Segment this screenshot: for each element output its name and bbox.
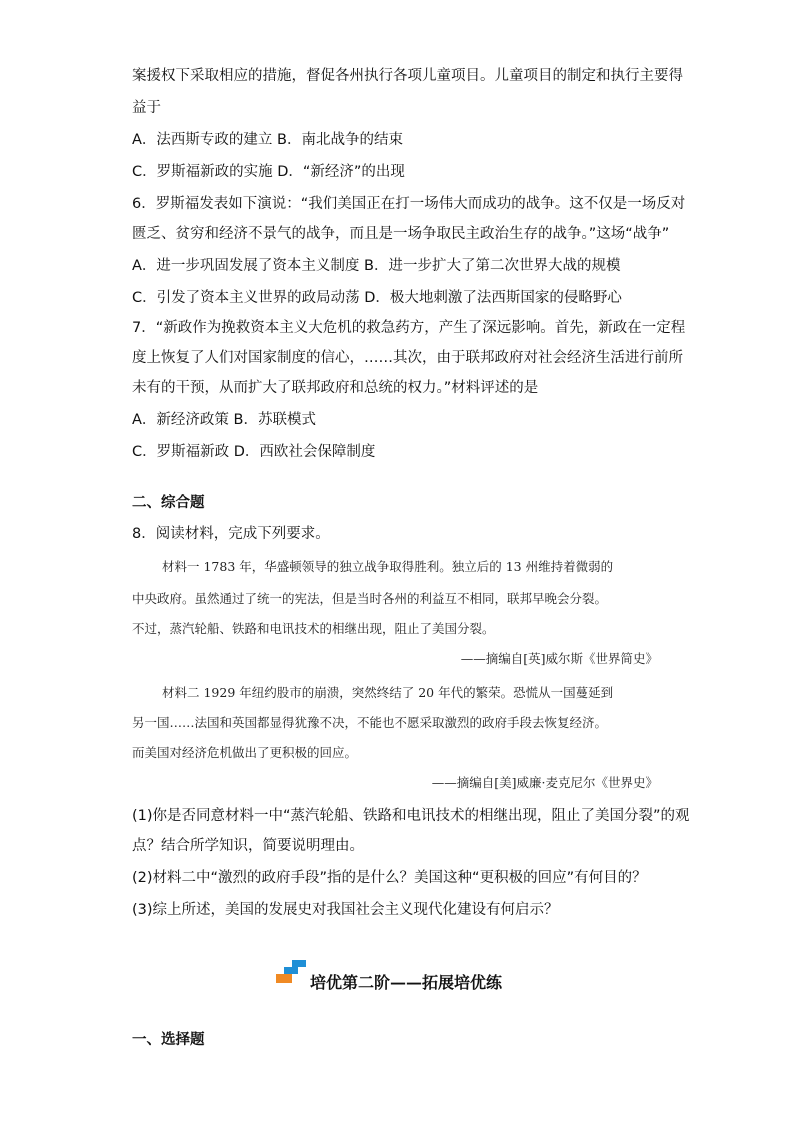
section-heading-multiple-choice: 一、选择题 (132, 1032, 205, 1048)
q7-stem-line-2: 度上恢复了人们对国家制度的信心，……其次，由于联邦政府对社会经济生活进行前所 (132, 350, 683, 366)
intro-line-2: 益于 (132, 100, 161, 116)
material-2-line-2: 另一国……法国和英国都显得犹豫不决，不能也不愿采取激烈的政府手段去恢复经济。 (132, 715, 608, 730)
intro-line-1: 案援权下采取相应的措施，督促各州执行各项儿童项目。儿童项目的制定和执行主要得 (132, 68, 683, 84)
logo-step-blue-top (292, 960, 306, 967)
subquestion-2: (2)材料二中“激烈的政府手段”指的是什么？美国这种“更积极的回应”有何目的？ (132, 870, 647, 886)
q6-option-c-d: C．引发了资本主义世界的政局动荡 D．极大地刺激了法西斯国家的侵略野心 (132, 290, 622, 306)
q8-stem: 8．阅读材料，完成下列要求。 (132, 526, 330, 542)
logo-step-orange-bottom (276, 974, 292, 983)
material-2-line-3: 而美国对经济危机做出了更积极的回应。 (132, 745, 358, 760)
logo-step-blue-middle (284, 967, 298, 974)
material-1-line-2: 中央政府。虽然通过了统一的宪法，但是当时各州的利益互不相同，联邦早晚会分裂。 (132, 591, 608, 606)
material-1-line-1: 材料一 1783 年，华盛顿领导的独立战争取得胜利。独立后的 13 州维持着微弱的 (162, 559, 614, 574)
subquestion-3: (3)综上所述，美国的发展史对我国社会主义现代化建设有何启示？ (132, 902, 559, 918)
material-2-line-1: 材料二 1929 年纽约股市的崩溃，突然终结了 20 年代的繁荣。恐慌从一国蔓延到 (162, 685, 614, 700)
material-1-line-3: 不过，蒸汽轮船、铁路和电讯技术的相继出现，阻止了美国分裂。 (132, 621, 495, 636)
stairs-logo-icon (274, 958, 308, 988)
material-2-source: ——摘编自[美]威廉·麦克尼尔《世界史》 (431, 775, 658, 790)
subquestion-1-line-2: 点？结合所学知识，简要说明理由。 (132, 838, 364, 854)
q7-option-c-d: C．罗斯福新政 D．西欧社会保障制度 (132, 444, 376, 460)
material-1-source: ——摘编自[英]威尔斯《世界简史》 (460, 651, 658, 666)
section-heading-comprehensive: 二、综合题 (132, 495, 205, 511)
q6-stem-line-2: 匮乏、贫穷和经济不景气的战争，而且是一场争取民主政治生存的战争。”这场“战争” (132, 226, 670, 242)
q7-stem-line-1: 7．“新政作为挽救资本主义大危机的救急药方，产生了深远影响。首先，新政在一定程 (132, 320, 686, 336)
stage-banner (274, 958, 534, 998)
option-a-b: A．法西斯专政的建立 B．南北战争的结束 (132, 132, 403, 148)
option-c-d: C．罗斯福新政的实施 D．“新经济”的出现 (132, 164, 405, 180)
q6-option-a-b: A．进一步巩固发展了资本主义制度 B．进一步扩大了第二次世界大战的规模 (132, 258, 621, 274)
q7-stem-line-3: 未有的干预，从而扩大了联邦政府和总统的权力。”材料评述的是 (132, 380, 539, 396)
subquestion-1-line-1: (1)你是否同意材料一中“蒸汽轮船、铁路和电讯技术的相继出现，阻止了美国分裂”的观 (132, 808, 690, 824)
banner-title: 培优第二阶——拓展培优练 (310, 973, 503, 992)
q7-option-a-b: A．新经济政策 B．苏联模式 (132, 412, 316, 428)
q6-stem-line-1: 6．罗斯福发表如下演说：“我们美国正在打一场伟大而成功的战争。这不仅是一场反对 (132, 196, 686, 212)
